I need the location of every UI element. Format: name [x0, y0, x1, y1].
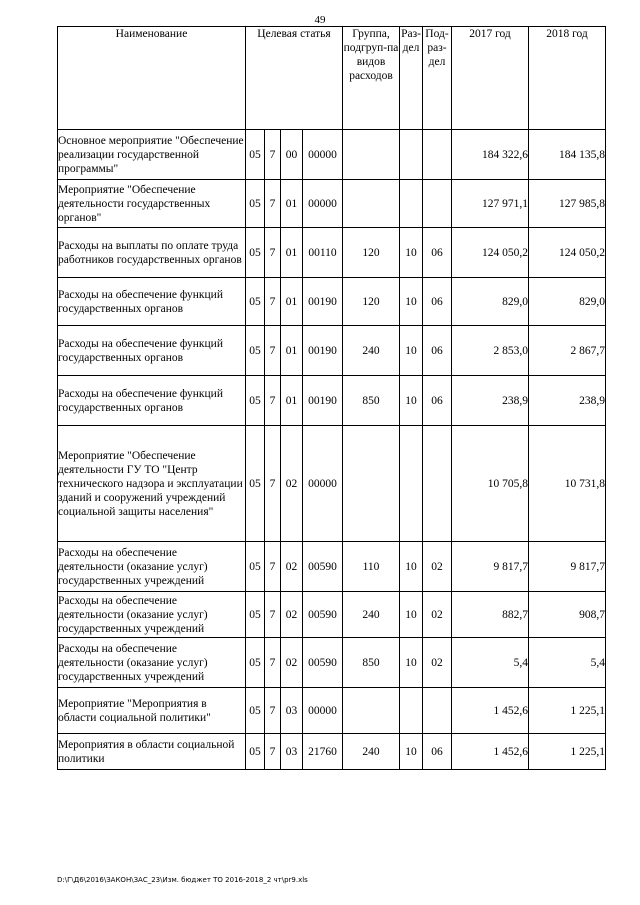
row-name: Расходы на обеспечение деятельности (оказание услуг) государственных учреждений — [58, 592, 246, 638]
target-code-type: 7 — [265, 326, 281, 376]
header-target-article: Целевая статья — [246, 27, 343, 130]
target-code-event: 03 — [281, 688, 303, 734]
table-row — [58, 228, 606, 278]
row-name: Расходы на обеспечение функций государственных органов — [58, 326, 246, 376]
target-code-direction: 00190 — [303, 326, 343, 376]
target-code-event: 01 — [281, 228, 303, 278]
budget-table — [57, 26, 606, 770]
section — [400, 426, 423, 542]
table-row — [58, 734, 606, 770]
amount-2018: 9 817,7 — [529, 542, 606, 592]
target-code-program: 05 — [246, 326, 265, 376]
expense-group: 850 — [343, 638, 400, 688]
target-code-direction: 00000 — [303, 130, 343, 180]
target-code-event: 01 — [281, 326, 303, 376]
footer-file-path: D:\Г\Д6\2016\ЗАКОН\ЗАС_23\Изм. бюджет ТО 2016-2018_2 чт\pr9.xls — [57, 876, 308, 884]
table-row — [58, 542, 606, 592]
header-year-2017: 2017 год — [452, 27, 529, 130]
row-name: Расходы на обеспечение функций государственных органов — [58, 278, 246, 326]
subsection — [423, 426, 452, 542]
amount-2017: 238,9 — [452, 376, 529, 426]
expense-group: 240 — [343, 592, 400, 638]
expense-group: 110 — [343, 542, 400, 592]
target-code-type: 7 — [265, 542, 281, 592]
target-code-direction: 00190 — [303, 278, 343, 326]
target-code-direction: 00590 — [303, 542, 343, 592]
target-code-direction: 00000 — [303, 426, 343, 542]
target-code-direction: 00000 — [303, 180, 343, 228]
amount-2018: 238,9 — [529, 376, 606, 426]
target-code-direction: 00590 — [303, 638, 343, 688]
section: 10 — [400, 734, 423, 770]
target-code-program: 05 — [246, 592, 265, 638]
amount-2018: 908,7 — [529, 592, 606, 638]
target-code-type: 7 — [265, 228, 281, 278]
row-name: Расходы на обеспечение деятельности (оказание услуг) государственных учреждений — [58, 638, 246, 688]
subsection — [423, 688, 452, 734]
amount-2017: 127 971,1 — [452, 180, 529, 228]
target-code-event: 01 — [281, 180, 303, 228]
amount-2017: 2 853,0 — [452, 326, 529, 376]
target-code-program: 05 — [246, 426, 265, 542]
row-name: Расходы на выплаты по оплате труда работников государственных органов — [58, 228, 246, 278]
row-name: Мероприятие "Обеспечение деятельности ГУ ТО "Центр технического надзора и эксплуатации зданий и сооружений учреждений социальной защиты населения" — [58, 426, 246, 542]
target-code-type: 7 — [265, 592, 281, 638]
table-row — [58, 130, 606, 180]
target-code-program: 05 — [246, 734, 265, 770]
table-body — [58, 130, 606, 770]
subsection: 06 — [423, 376, 452, 426]
target-code-event: 00 — [281, 130, 303, 180]
target-code-type: 7 — [265, 688, 281, 734]
table-header-row — [58, 27, 606, 130]
expense-group: 240 — [343, 734, 400, 770]
target-code-type: 7 — [265, 278, 281, 326]
target-code-type: 7 — [265, 734, 281, 770]
row-name: Мероприятия в области социальной политики — [58, 734, 246, 770]
amount-2018: 1 225,1 — [529, 734, 606, 770]
row-name: Мероприятие "Мероприятия в области социальной политики" — [58, 688, 246, 734]
target-code-program: 05 — [246, 130, 265, 180]
target-code-type: 7 — [265, 426, 281, 542]
amount-2018: 10 731,8 — [529, 426, 606, 542]
target-code-program: 05 — [246, 542, 265, 592]
amount-2017: 9 817,7 — [452, 542, 529, 592]
row-name: Мероприятие "Обеспечение деятельности государственных органов" — [58, 180, 246, 228]
amount-2017: 124 050,2 — [452, 228, 529, 278]
amount-2017: 1 452,6 — [452, 688, 529, 734]
target-code-event: 01 — [281, 376, 303, 426]
row-name: Расходы на обеспечение деятельности (оказание услуг) государственных учреждений — [58, 542, 246, 592]
section — [400, 688, 423, 734]
target-code-program: 05 — [246, 180, 265, 228]
section: 10 — [400, 278, 423, 326]
target-code-event: 02 — [281, 542, 303, 592]
target-code-program: 05 — [246, 688, 265, 734]
expense-group — [343, 426, 400, 542]
subsection: 02 — [423, 542, 452, 592]
subsection — [423, 180, 452, 228]
row-name: Расходы на обеспечение функций государственных органов — [58, 376, 246, 426]
header-section: Раз-дел — [400, 27, 423, 130]
target-code-program: 05 — [246, 278, 265, 326]
header-name: Наименование — [58, 27, 246, 130]
target-code-event: 03 — [281, 734, 303, 770]
row-name: Основное мероприятие "Обеспечение реализации государственной программы" — [58, 130, 246, 180]
expense-group — [343, 180, 400, 228]
amount-2017: 829,0 — [452, 278, 529, 326]
target-code-direction: 21760 — [303, 734, 343, 770]
page-number: 49 — [314, 14, 326, 26]
target-code-event: 02 — [281, 592, 303, 638]
subsection: 06 — [423, 278, 452, 326]
section: 10 — [400, 376, 423, 426]
expense-group: 120 — [343, 228, 400, 278]
amount-2018: 127 985,8 — [529, 180, 606, 228]
target-code-direction: 00590 — [303, 592, 343, 638]
table-row — [58, 376, 606, 426]
amount-2018: 124 050,2 — [529, 228, 606, 278]
subsection: 06 — [423, 228, 452, 278]
expense-group: 120 — [343, 278, 400, 326]
section — [400, 180, 423, 228]
target-code-direction: 00110 — [303, 228, 343, 278]
target-code-program: 05 — [246, 638, 265, 688]
subsection — [423, 130, 452, 180]
amount-2017: 5,4 — [452, 638, 529, 688]
amount-2018: 829,0 — [529, 278, 606, 326]
header-year-2018: 2018 год — [529, 27, 606, 130]
table-row — [58, 592, 606, 638]
target-code-direction: 00000 — [303, 688, 343, 734]
target-code-type: 7 — [265, 638, 281, 688]
table-row — [58, 426, 606, 542]
target-code-program: 05 — [246, 376, 265, 426]
section: 10 — [400, 542, 423, 592]
amount-2017: 10 705,8 — [452, 426, 529, 542]
amount-2017: 1 452,6 — [452, 734, 529, 770]
target-code-event: 02 — [281, 638, 303, 688]
target-code-type: 7 — [265, 130, 281, 180]
amount-2018: 184 135,8 — [529, 130, 606, 180]
expense-group — [343, 130, 400, 180]
target-code-type: 7 — [265, 376, 281, 426]
amount-2017: 882,7 — [452, 592, 529, 638]
section — [400, 130, 423, 180]
expense-group: 850 — [343, 376, 400, 426]
target-code-program: 05 — [246, 228, 265, 278]
subsection: 06 — [423, 326, 452, 376]
table-row — [58, 638, 606, 688]
expense-group — [343, 688, 400, 734]
amount-2018: 2 867,7 — [529, 326, 606, 376]
section: 10 — [400, 592, 423, 638]
table-row — [58, 180, 606, 228]
amount-2018: 5,4 — [529, 638, 606, 688]
subsection: 06 — [423, 734, 452, 770]
amount-2018: 1 225,1 — [529, 688, 606, 734]
subsection: 02 — [423, 592, 452, 638]
table-row — [58, 688, 606, 734]
section: 10 — [400, 228, 423, 278]
target-code-event: 01 — [281, 278, 303, 326]
target-code-type: 7 — [265, 180, 281, 228]
section: 10 — [400, 326, 423, 376]
section: 10 — [400, 638, 423, 688]
header-subsection: Под-раз-дел — [423, 27, 452, 130]
header-expense-group: Группа, подгруп-па видов расходов — [343, 27, 400, 130]
table-row — [58, 278, 606, 326]
table-row — [58, 326, 606, 376]
subsection: 02 — [423, 638, 452, 688]
target-code-event: 02 — [281, 426, 303, 542]
target-code-direction: 00190 — [303, 376, 343, 426]
amount-2017: 184 322,6 — [452, 130, 529, 180]
expense-group: 240 — [343, 326, 400, 376]
